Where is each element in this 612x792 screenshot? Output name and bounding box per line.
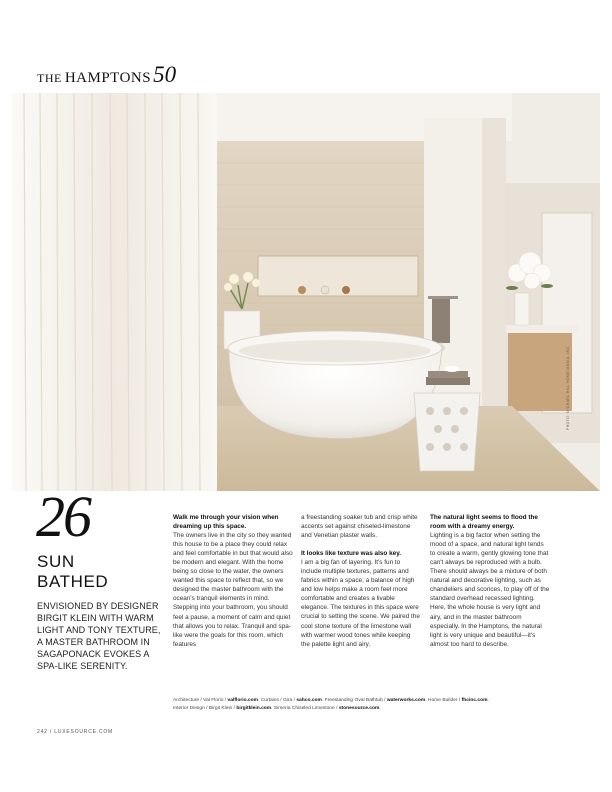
question-vision: Walk me through your vision when dreaming up this space. xyxy=(173,514,279,531)
photo-credit: PHOTO: MICHAEL HILL HOME MEDIA, INC. xyxy=(566,345,570,430)
source-separator: . xyxy=(487,698,489,703)
header-the: THE xyxy=(37,71,62,85)
answer-light: Lighting is a big factor when setting the mood of a space, and natural light tends to create a warm, gently glowing tone that can't always be reproduced with a bulb. There should always be a mixture of both natural and decorative lighting, such as chandeliers and sconces, to play off of the standard overhead recessed lighting. Here, the whole house is very light and airy, and in the master bathroom especially. In the Hamptons, the natural light is very unique and beautiful—it's almost too hard to describe. xyxy=(430,532,550,648)
source-label: Architecture / Val Florio / xyxy=(173,698,228,703)
source-label: Home Builder / xyxy=(427,698,462,703)
source-label: Interior Design / Birgit Klein / xyxy=(173,706,237,712)
source-link[interactable]: birgitklein.com xyxy=(236,706,272,712)
header-number: 50 xyxy=(153,62,177,87)
answer-vision: The owners live in the city so they wanted this house to be a place they could relax and feel comfortable in but that would also be modern and elegant. With the home being so close to the water, the owners wanted this space to reflect that, so we designed the master bathroom with the ocean's tranquil elements in mind. Stepping into your bathroom, you should feel a pause, a moment of calm and quiet that allows you to relax. Tranquil and spa-like were the goals for this room, which features xyxy=(173,532,293,648)
source-separator: . xyxy=(425,698,428,703)
entry-number: 26 xyxy=(36,484,90,549)
sources-list xyxy=(173,697,558,714)
question-texture: It looks like texture was also key. xyxy=(301,550,402,558)
source-link[interactable]: waterworks.com xyxy=(386,698,426,703)
source-separator: . xyxy=(321,698,325,703)
body-column-1 xyxy=(173,513,293,649)
body-column-3 xyxy=(430,513,550,649)
source-label: Freestanding Oval Bathtub / xyxy=(324,698,387,703)
source-label: Curtains / Gira / xyxy=(260,698,297,703)
source-separator: . xyxy=(258,698,261,703)
question-light: The natural light seems to flood the room with a dreamy energy. xyxy=(430,514,538,531)
entry-title-line1: SUN xyxy=(37,552,75,571)
source-link[interactable]: stonesource.com xyxy=(338,706,380,712)
body-column-2 xyxy=(301,513,421,649)
header-hamptons: HAMPTONS xyxy=(64,70,152,86)
source-link[interactable]: sahco.com xyxy=(296,698,322,703)
answer-texture: I am a big fan of layering. It's fun to include multiple textures, patterns and fabrics within a space; a balance of high and low helps make a room feel more comfortable and creates a livable elegance. The textures in this space were crucial to setting the scene. We paired the cool stone texture of the limestone wall with warmer wood tones while keeping the palette light and airy. xyxy=(301,559,420,648)
source-link[interactable]: valflorio.com xyxy=(227,698,258,703)
source-label: Simeria Chiseled Limestone / xyxy=(273,706,339,712)
page-folio: 242 / LUXESOURCE.COM xyxy=(37,729,114,735)
source-link[interactable]: fhcinc.com xyxy=(461,698,488,703)
answer-vision-continued: a freestanding soaker tub and crisp white accents set against chiseled-limestone and Venetian plaster walls. xyxy=(301,514,418,540)
source-separator: . xyxy=(379,706,381,712)
entry-dek: ENVISIONED BY DESIGNER BIRGIT KLEIN WITH WARM LIGHT AND TONY TEXTURE, A MASTER BATHROOM IN SAGAPONACK EVOKES A SPA-LIKE SERENITY. xyxy=(37,601,161,671)
bathroom-photo xyxy=(12,93,600,491)
source-separator: . xyxy=(271,706,274,712)
entry-title-line2: BATHED xyxy=(37,572,109,591)
section-header xyxy=(37,62,176,88)
